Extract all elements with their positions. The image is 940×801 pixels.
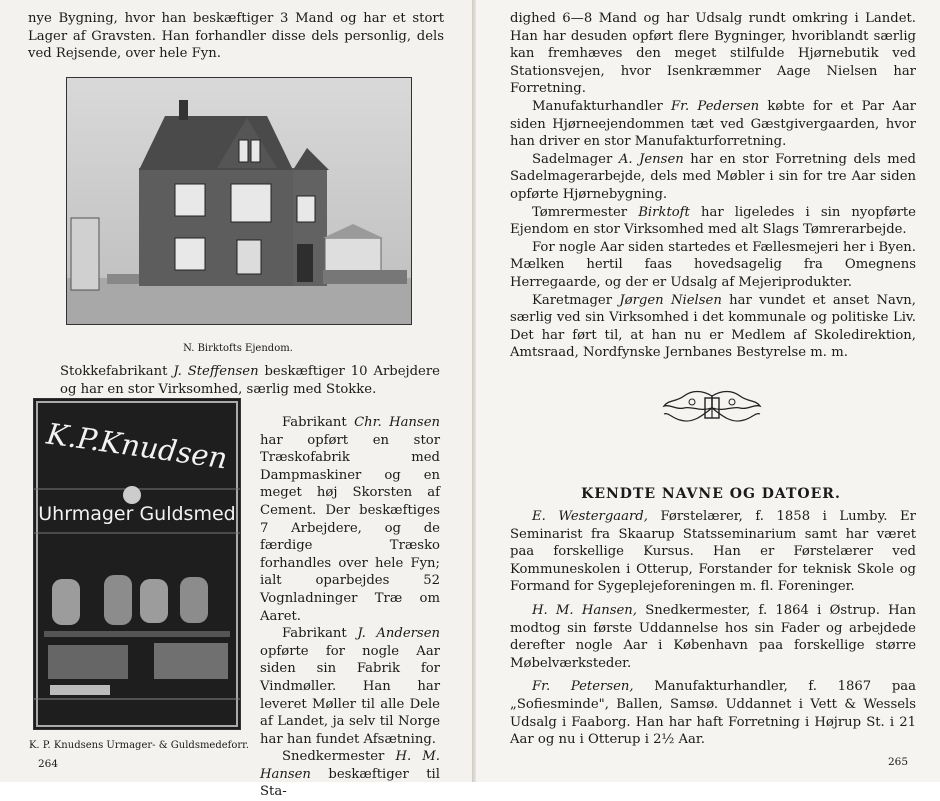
page-number-right: 265 bbox=[888, 756, 909, 768]
photo1-caption: N. Birktofts Ejendom. bbox=[183, 343, 293, 354]
page-number-left: 264 bbox=[38, 758, 59, 770]
steffensen-name: J. Steffensen bbox=[173, 364, 259, 379]
right-top-text bbox=[510, 10, 916, 362]
house-image bbox=[67, 78, 411, 324]
bio-westergaard-name: E. Westergaard, bbox=[532, 509, 648, 524]
shop-sign-trade: Uhrmager Guldsmed bbox=[38, 503, 236, 525]
dairy-paragraph: For nogle Aar siden startedes et Fællesmejeri her i Byen. Mælken hertil faas hovedsagelig fra Omegnens Herregaarde, og der er Udsalg af Mejeriprodukter. bbox=[510, 239, 916, 290]
pedersen-name: Fr. Pedersen bbox=[671, 98, 760, 114]
knudsen-shop-photo bbox=[33, 398, 241, 730]
left-column-body bbox=[260, 380, 440, 801]
left-intro-paragraph: nye Bygning, hvor han beskæftiger 3 Mand og har et stort Lager af Gravsten. Han forhandler disse dels personlig, dels ved Rejsende, over hele Fyn. bbox=[28, 11, 444, 62]
andersen-text: opførte for nogle Aar siden sin Fabrik for Vindmøller. Han har leveret Møller til alle Dele af Landet, ja selv til Norge har han fundet Afsætning. bbox=[260, 643, 440, 747]
bio-hm-hansen bbox=[510, 602, 916, 672]
bio-petersen bbox=[510, 678, 916, 748]
right-page bbox=[476, 0, 940, 782]
andersen-prefix: Fabrikant bbox=[282, 626, 347, 642]
chr-hansen-prefix: Fabrikant bbox=[282, 415, 347, 430]
hm-hansen-text: beskæftiger til Sta- bbox=[260, 766, 440, 800]
andersen-name: J. Andersen bbox=[357, 626, 440, 642]
chr-hansen-name: Chr. Hansen bbox=[354, 415, 440, 430]
hm-hansen-name: H. M. Hansen bbox=[260, 749, 440, 782]
bio-petersen-text: Manufakturhandler, f. 1867 paa „Sofiesminde", Ballen, Samsø. Uddannet i Vett & Wessels Udsalg i Faaborg. Han har haft Forretning i Højrup St. i 21 Aar og nu i Otterup i 2½ Aar. bbox=[510, 679, 916, 748]
andersen-paragraph bbox=[260, 625, 440, 748]
nielsen-prefix: Karetmager bbox=[532, 292, 613, 308]
pedersen-text: købte for et Par Aar siden Hjørneejendommen tæt ved Gæstgivergaarden, hvor han driver en stor Manufakturforretning. bbox=[510, 98, 916, 150]
birktoft-paragraph bbox=[510, 204, 916, 239]
jensen-text: har en stor Forretning dels med Sadelmagerarbejde, dels med Møbler i sin for tre Aar siden opførte Hjørnebygning. bbox=[510, 151, 916, 202]
chr-hansen-paragraph bbox=[260, 414, 440, 625]
nielsen-name: Jørgen Nielsen bbox=[619, 292, 722, 308]
hm-hansen-paragraph bbox=[260, 748, 440, 801]
nielsen-paragraph bbox=[510, 292, 916, 362]
shop-sign-name: K.P.Knudsen bbox=[44, 416, 230, 476]
jensen-name: A. Jensen bbox=[618, 151, 684, 167]
bio-petersen-name: Fr. Petersen, bbox=[532, 679, 634, 695]
birktoft-text: har ligeledes i sin nyopførte Ejendom en stor Virksomhed med alt Slags Tømrerarbejde. bbox=[510, 204, 916, 238]
steffensen-prefix: Stokkefabrikant bbox=[60, 364, 168, 379]
steffensen-text: beskæftiger 10 Arbejdere og har en stor Virksomhed, særlig med Stokke. bbox=[60, 364, 440, 397]
birktoft-name: Birktoft bbox=[638, 204, 690, 220]
bio-hm-hansen-text: Snedkermester, f. 1864 i Østrup. Han modtog sin første Uddannelse hos sin Fader og arbejdede derefter nogle Aar i København paa forskellige større Møbelværksteder. bbox=[510, 602, 916, 671]
right-p1: dighed 6—8 Mand og har Udsalg rundt omkring i Landet. Han har desuden opført flere Bygninger, hvoriblandt særlig kan fremhæves den meget stilfulde Hjørnebutik ved Stationsvejen, hvor Isenkræmmer Aage Nielsen har Forretning. bbox=[510, 11, 916, 97]
bio-westergaard bbox=[510, 508, 916, 596]
nielsen-text: har vundet et anset Navn, særlig ved sin Virksomhed i det kommunale og politiske Liv. Det har ført til, at han nu er Medlem af Skoledirektion, Amtsraad, Nordfynske Jernbanes Bestyrelse m. m. bbox=[510, 292, 916, 361]
section-heading: KENDTE NAVNE OG DATOER. bbox=[581, 486, 841, 502]
hm-hansen-prefix: Snedkermester bbox=[282, 749, 385, 765]
bio-westergaard-text: Førstelærer, f. 1858 i Lumby. Er Seminarist fra Skaarup Statsseminarium samt har været paa forskellige Kursus. Han er Førstelærer ved Kommuneskolen i Otterup, Forstander for teknisk Skole og Formand for Sygeplejeforeningen m. fl. Foreninger. bbox=[510, 509, 916, 595]
ornament-icon bbox=[662, 388, 762, 428]
pedersen-paragraph bbox=[510, 98, 916, 151]
jensen-prefix: Sadelmager bbox=[532, 151, 613, 167]
photo2-caption: K. P. Knudsens Urmager- & Guldsmedeforr. bbox=[28, 740, 250, 751]
pedersen-prefix: Manufakturhandler bbox=[532, 98, 663, 114]
birktoft-prefix: Tømrermester bbox=[532, 204, 628, 220]
jensen-paragraph bbox=[510, 151, 916, 204]
biographies bbox=[510, 508, 916, 749]
chr-hansen-text: har opført en stor Træskofabrik med Dampmaskiner og en meget høj Skorsten af Cement. Der beskæftiges 7 Arbejdere, og de færdige Træsko forhandles over hele Fyn; ialt oparbejdes 52 Vognladninger Træ om Aaret. bbox=[260, 432, 440, 624]
birktoft-property-photo bbox=[66, 77, 412, 325]
bio-hm-hansen-name: H. M. Hansen, bbox=[532, 602, 637, 618]
